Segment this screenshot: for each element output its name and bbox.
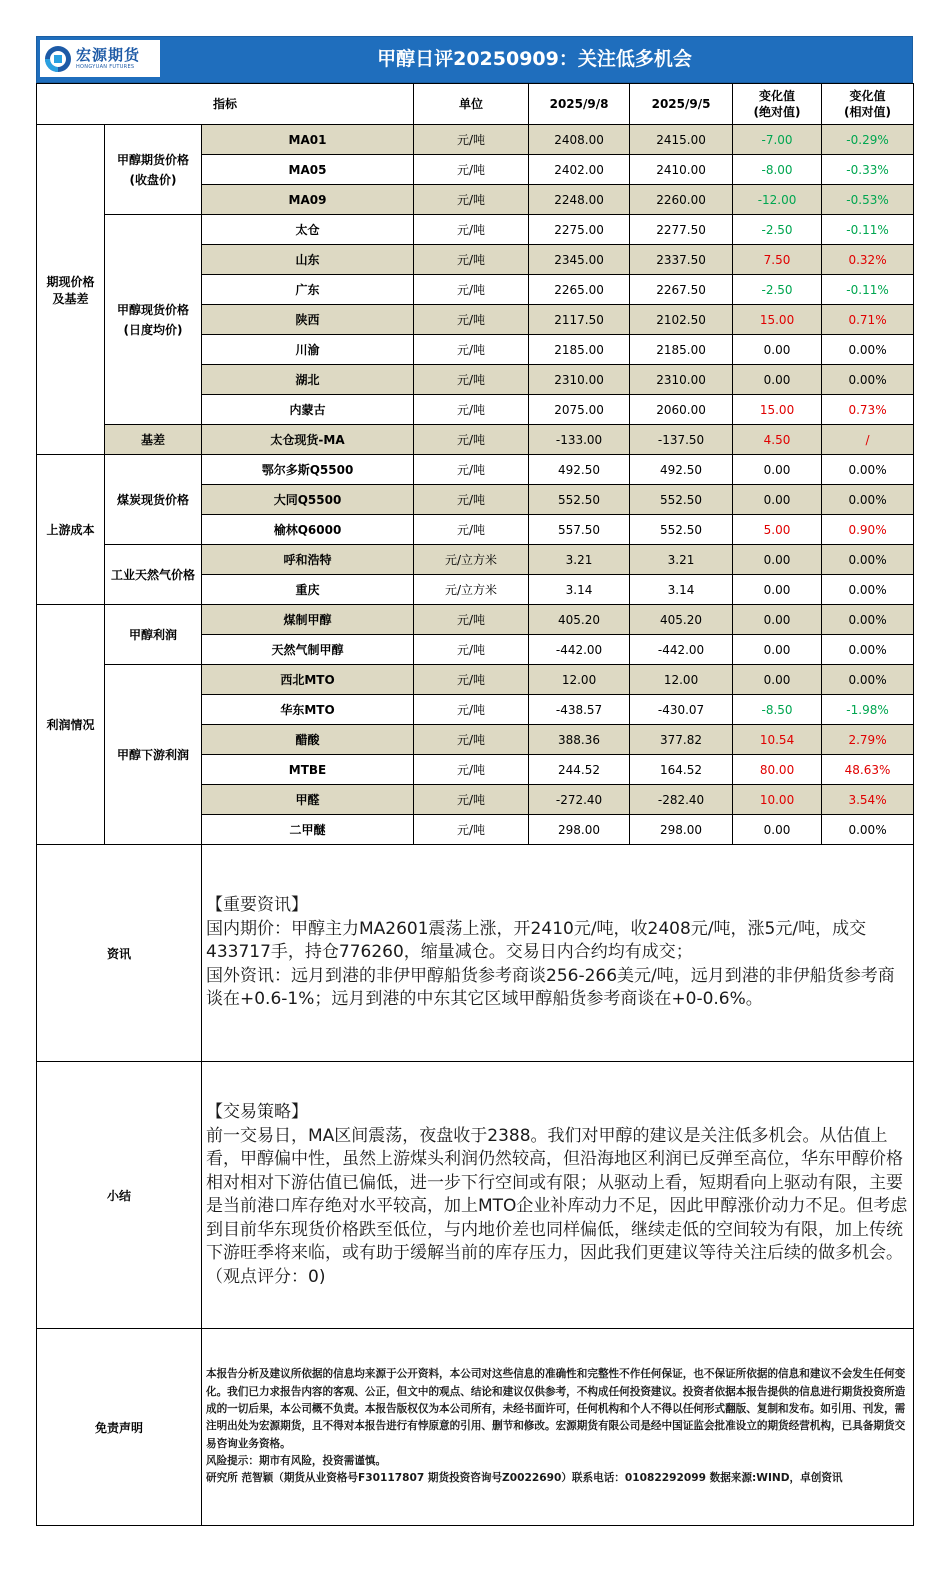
value-date1: 405.20	[529, 605, 630, 635]
col-header-indicator: 指标	[37, 84, 414, 125]
disclaimer-row	[37, 1329, 914, 1526]
rel-change: -0.33%	[822, 155, 914, 185]
unit-cell: 元/吨	[414, 785, 529, 815]
col-header-rel-change: 变化值 (相对值)	[822, 84, 914, 125]
rel-change: 0.00%	[822, 815, 914, 845]
value-date1: 2248.00	[529, 185, 630, 215]
abs-change: 0.00	[733, 335, 822, 365]
value-date2: 2415.00	[630, 125, 733, 155]
value-date1: 2265.00	[529, 275, 630, 305]
value-date2: 164.52	[630, 755, 733, 785]
summary-row	[37, 1062, 914, 1329]
abs-change: 0.00	[733, 485, 822, 515]
indicator-name: 西北MTO	[202, 665, 414, 695]
unit-cell: 元/吨	[414, 215, 529, 245]
unit-cell: 元/吨	[414, 515, 529, 545]
rel-change: 48.63%	[822, 755, 914, 785]
indicator-name: 煤制甲醇	[202, 605, 414, 635]
daily-report-sheet	[36, 36, 913, 1526]
indicator-name: 内蒙古	[202, 395, 414, 425]
value-date2: 405.20	[630, 605, 733, 635]
abs-change: 0.00	[733, 545, 822, 575]
indicator-name: 太仓现货-MA	[202, 425, 414, 455]
unit-cell: 元/吨	[414, 605, 529, 635]
report-header	[36, 36, 913, 83]
unit-cell: 元/吨	[414, 365, 529, 395]
col-header-abs-change: 变化值 (绝对值)	[733, 84, 822, 125]
value-date2: 492.50	[630, 455, 733, 485]
unit-cell: 元/吨	[414, 125, 529, 155]
value-date2: 12.00	[630, 665, 733, 695]
section-label: 上游成本	[37, 455, 105, 605]
rel-change: -0.53%	[822, 185, 914, 215]
unit-cell: 元/吨	[414, 245, 529, 275]
indicator-name: 榆林Q6000	[202, 515, 414, 545]
table-row	[37, 215, 914, 245]
disclaimer-text: 本报告分析及建议所依据的信息均来源于公开资料，本公司对这些信息的准确性和完整性不作任何保证，也不保证所依据的信息和建议不会发生任何变化。我们已力求报告内容的客观、公正，但文中的观点、结论和建议仅供参考，不构成任何投资建议。投资者依据本报告提供的信息进行期货投资所造成的一切后果，本公司概不负责。本报告版权仅为本公司所有，未经书面许可，任何机构和个人不得以任何形式翻版、复制和发布。如引用、刊发，需注明出处为宏源期货，且不得对本报告进行有悖原意的引用、删节和修改。宏源期货有限公司是经中国证监会批准设立的期货经营机构，已具备期货交易咨询业务资格。	[206, 1368, 906, 1450]
value-date1: 557.50	[529, 515, 630, 545]
unit-cell: 元/吨	[414, 635, 529, 665]
unit-cell: 元/吨	[414, 185, 529, 215]
rel-change: 2.79%	[822, 725, 914, 755]
abs-change: 0.00	[733, 635, 822, 665]
value-date1: 298.00	[529, 815, 630, 845]
value-date2: 377.82	[630, 725, 733, 755]
value-date2: 298.00	[630, 815, 733, 845]
unit-cell: 元/吨	[414, 395, 529, 425]
unit-cell: 元/立方米	[414, 545, 529, 575]
abs-change: 4.50	[733, 425, 822, 455]
abs-change: 0.00	[733, 575, 822, 605]
unit-cell: 元/立方米	[414, 575, 529, 605]
logo-chinese-name: 宏源期货	[76, 45, 141, 64]
value-date2: 552.50	[630, 485, 733, 515]
value-date2: 2267.50	[630, 275, 733, 305]
rel-change: 0.73%	[822, 395, 914, 425]
news-content	[202, 845, 914, 1062]
value-date1: -133.00	[529, 425, 630, 455]
disclaimer-content	[202, 1329, 914, 1526]
rel-change: /	[822, 425, 914, 455]
table-row	[37, 545, 914, 575]
unit-cell: 元/吨	[414, 755, 529, 785]
abs-change: 0.00	[733, 665, 822, 695]
rel-change: 3.54%	[822, 785, 914, 815]
rel-change: 0.00%	[822, 365, 914, 395]
unit-cell: 元/吨	[414, 425, 529, 455]
rel-change: 0.00%	[822, 605, 914, 635]
report-title: 甲醇日评20250909：关注低多机会	[377, 48, 692, 70]
analyst-contact: 研究所 范智颖（期货从业资格号F30117807 期货投资咨询号Z0022690）联系电话：01082292099 数据来源:WIND，卓创资讯	[206, 1472, 843, 1485]
indicator-name: 湖北	[202, 365, 414, 395]
table-row	[37, 125, 914, 155]
value-date2: 2410.00	[630, 155, 733, 185]
summary-label: 小结	[37, 1062, 202, 1329]
abs-change: 15.00	[733, 395, 822, 425]
value-date1: 12.00	[529, 665, 630, 695]
rel-change: 0.00%	[822, 455, 914, 485]
unit-cell: 元/吨	[414, 665, 529, 695]
value-date1: 2402.00	[529, 155, 630, 185]
value-date1: 2345.00	[529, 245, 630, 275]
abs-change: 0.00	[733, 455, 822, 485]
news-overseas: 国外资讯：远月到港的非伊甲醇船货参考商谈256-266美元/吨，远月到港的非伊船货参考商谈在+0.6-1%；远月到港的中东其它区域甲醇船货参考商谈在+0-0.6%。	[206, 965, 895, 1010]
abs-change: 80.00	[733, 755, 822, 785]
value-date2: 2185.00	[630, 335, 733, 365]
rel-change: 0.00%	[822, 485, 914, 515]
indicator-name: 天然气制甲醇	[202, 635, 414, 665]
abs-change: 5.00	[733, 515, 822, 545]
value-date2: 552.50	[630, 515, 733, 545]
value-date1: 3.14	[529, 575, 630, 605]
indicator-table	[36, 83, 914, 1526]
indicator-name: 太仓	[202, 215, 414, 245]
news-label: 资讯	[37, 845, 202, 1062]
unit-cell: 元/吨	[414, 815, 529, 845]
summary-content	[202, 1062, 914, 1329]
abs-change: -2.50	[733, 215, 822, 245]
value-date1: 2275.00	[529, 215, 630, 245]
value-date1: 2408.00	[529, 125, 630, 155]
value-date2: 2102.50	[630, 305, 733, 335]
group-label: 煤炭现货价格	[105, 455, 202, 545]
indicator-name: 重庆	[202, 575, 414, 605]
col-header-unit: 单位	[414, 84, 529, 125]
abs-change: -2.50	[733, 275, 822, 305]
news-row	[37, 845, 914, 1062]
table-header-row	[37, 84, 914, 125]
value-date2: 3.14	[630, 575, 733, 605]
abs-change: 10.00	[733, 785, 822, 815]
value-date2: -137.50	[630, 425, 733, 455]
rel-change: 0.00%	[822, 635, 914, 665]
value-date2: 2337.50	[630, 245, 733, 275]
value-date2: 3.21	[630, 545, 733, 575]
value-date2: 2060.00	[630, 395, 733, 425]
abs-change: -8.50	[733, 695, 822, 725]
unit-cell: 元/吨	[414, 305, 529, 335]
abs-change: 0.00	[733, 815, 822, 845]
value-date2: 2277.50	[630, 215, 733, 245]
group-label: 工业天然气价格	[105, 545, 202, 605]
rel-change: 0.00%	[822, 575, 914, 605]
group-label: 甲醇现货价格 (日度均价)	[105, 215, 202, 425]
abs-change: -12.00	[733, 185, 822, 215]
unit-cell: 元/吨	[414, 335, 529, 365]
indicator-name: MA01	[202, 125, 414, 155]
value-date1: 388.36	[529, 725, 630, 755]
rel-change: 0.00%	[822, 665, 914, 695]
indicator-name: 陕西	[202, 305, 414, 335]
logo-english-name: HONGYUAN FUTURES	[76, 63, 135, 70]
unit-cell: 元/吨	[414, 155, 529, 185]
table-row	[37, 425, 914, 455]
value-date2: 2310.00	[630, 365, 733, 395]
news-heading: 【重要资讯】	[206, 895, 308, 916]
group-label: 甲醇下游利润	[105, 665, 202, 845]
rel-change: 0.71%	[822, 305, 914, 335]
unit-cell: 元/吨	[414, 725, 529, 755]
rel-change: -1.98%	[822, 695, 914, 725]
value-date2: -430.07	[630, 695, 733, 725]
col-header-date2: 2025/9/5	[630, 84, 733, 125]
value-date2: -442.00	[630, 635, 733, 665]
group-label: 甲醇利润	[105, 605, 202, 665]
value-date1: 244.52	[529, 755, 630, 785]
abs-change: 0.00	[733, 605, 822, 635]
value-date1: 2117.50	[529, 305, 630, 335]
rel-change: 0.00%	[822, 335, 914, 365]
rel-change: -0.29%	[822, 125, 914, 155]
value-date2: 2260.00	[630, 185, 733, 215]
rel-change: 0.00%	[822, 545, 914, 575]
unit-cell: 元/吨	[414, 275, 529, 305]
value-date1: 2075.00	[529, 395, 630, 425]
indicator-name: 川渝	[202, 335, 414, 365]
value-date1: -442.00	[529, 635, 630, 665]
value-date1: -438.57	[529, 695, 630, 725]
abs-change: 15.00	[733, 305, 822, 335]
group-label: 甲醇期货价格 (收盘价)	[105, 125, 202, 215]
indicator-name: 呼和浩特	[202, 545, 414, 575]
table-row	[37, 605, 914, 635]
rel-change: -0.11%	[822, 215, 914, 245]
indicator-name: 大同Q5500	[202, 485, 414, 515]
abs-change: 7.50	[733, 245, 822, 275]
value-date2: -282.40	[630, 785, 733, 815]
unit-cell: 元/吨	[414, 695, 529, 725]
value-date1: 552.50	[529, 485, 630, 515]
indicator-name: 鄂尔多斯Q5500	[202, 455, 414, 485]
abs-change: 10.54	[733, 725, 822, 755]
table-row	[37, 455, 914, 485]
indicator-name: 华东MTO	[202, 695, 414, 725]
indicator-name: 山东	[202, 245, 414, 275]
indicator-name: MTBE	[202, 755, 414, 785]
indicator-name: 甲醛	[202, 785, 414, 815]
indicator-name: 醋酸	[202, 725, 414, 755]
value-date1: 2185.00	[529, 335, 630, 365]
rel-change: 0.90%	[822, 515, 914, 545]
disclaimer-label: 免责声明	[37, 1329, 202, 1526]
value-date1: 2310.00	[529, 365, 630, 395]
rel-change: -0.11%	[822, 275, 914, 305]
news-domestic: 国内期价：甲醇主力MA2601震荡上涨，开2410元/吨，收2408元/吨，涨5元/吨，成交433717手，持仓776260，缩量减仓。交易日内合约均有成交；	[206, 918, 867, 963]
value-date1: 3.21	[529, 545, 630, 575]
summary-body: 前一交易日，MA区间震荡，夜盘收于2388。我们对甲醇的建议是关注低多机会。从估值上看，甲醇偏中性，虽然上游煤头利润仍然较高，但沿海地区利润已反弹至高位，华东甲醇价格相对相对下游估值已偏低，进一步下行空间或有限；从驱动上看，短期看向上驱动有限，主要是当前港口库存绝对水平较高，加上MTO企业补库动力不足，因此甲醇涨价动力不足。但考虑到目前华东现货价格跌至低位，与内地价差也同样偏低，继续走低的空间较为有限，加上传统下游旺季将来临，或有助于缓解当前的库存压力，因此我们更建议等待关注后续的做多机会。（观点评分：0)	[206, 1125, 908, 1287]
value-date1: 492.50	[529, 455, 630, 485]
value-date1: -272.40	[529, 785, 630, 815]
unit-cell: 元/吨	[414, 455, 529, 485]
rel-change: 0.32%	[822, 245, 914, 275]
unit-cell: 元/吨	[414, 485, 529, 515]
indicator-name: 二甲醚	[202, 815, 414, 845]
abs-change: -8.00	[733, 155, 822, 185]
risk-warning: 风险提示：期市有风险，投资需谨慎。	[206, 1454, 387, 1467]
abs-change: 0.00	[733, 365, 822, 395]
table-row	[37, 665, 914, 695]
abs-change: -7.00	[733, 125, 822, 155]
indicator-name: MA05	[202, 155, 414, 185]
section-label: 利润情况	[37, 605, 105, 845]
group-label: 基差	[105, 425, 202, 455]
indicator-name: MA09	[202, 185, 414, 215]
section-label: 期现价格 及基差	[37, 125, 105, 455]
summary-heading: 【交易策略】	[206, 1102, 308, 1122]
indicator-name: 广东	[202, 275, 414, 305]
col-header-date1: 2025/9/8	[529, 84, 630, 125]
